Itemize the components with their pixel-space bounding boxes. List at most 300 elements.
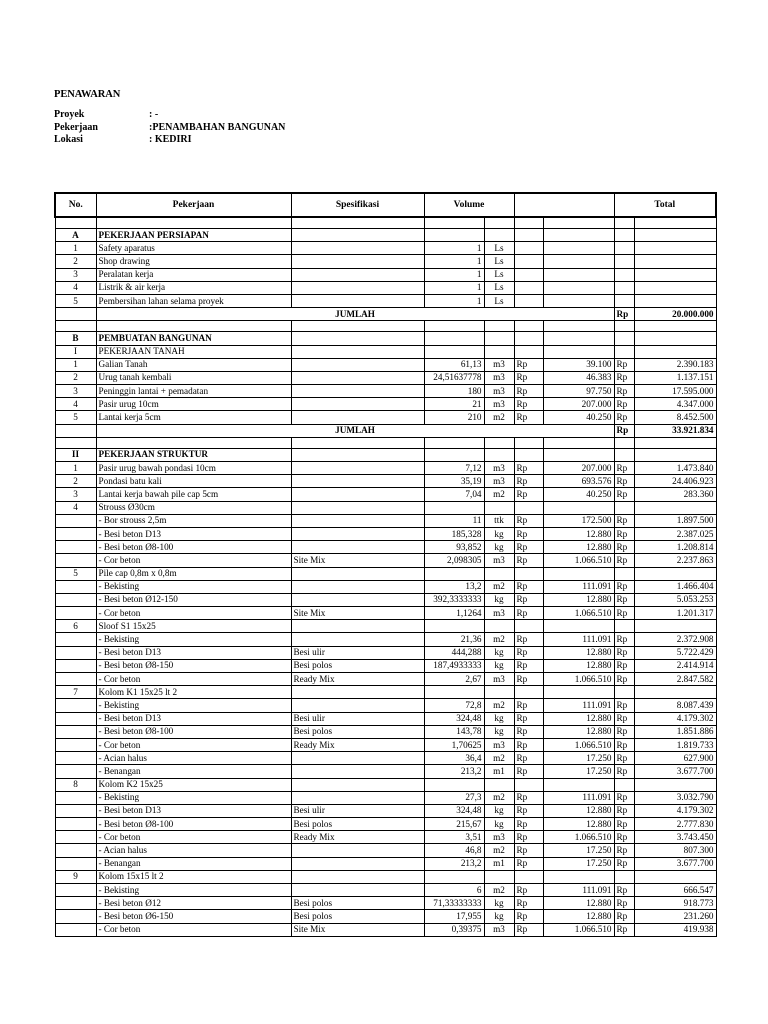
total-currency: Rp xyxy=(614,358,634,371)
table-row xyxy=(55,281,716,294)
item-unit xyxy=(484,870,514,883)
document-title: PENAWARAN xyxy=(54,89,121,100)
item-volume: 61,13 xyxy=(424,358,484,371)
item-total: 807.300 xyxy=(634,844,716,857)
total-currency: Rp xyxy=(614,765,634,778)
item-total: 2.847.582 xyxy=(634,673,716,686)
item-unit xyxy=(484,686,514,699)
total-currency xyxy=(614,255,634,268)
item-total: 283.360 xyxy=(634,488,716,501)
table-row xyxy=(55,385,716,398)
item-unit: m3 xyxy=(484,358,514,371)
item-description: - Besi beton D13 xyxy=(96,804,291,817)
item-specification xyxy=(291,686,424,699)
item-unit: m2 xyxy=(484,791,514,804)
item-specification xyxy=(291,541,424,554)
col-header-price xyxy=(514,193,614,217)
row-number xyxy=(55,791,96,804)
item-total: 1.466.404 xyxy=(634,580,716,593)
item-description: - Bekisting xyxy=(96,633,291,646)
row-number xyxy=(55,673,96,686)
row-number xyxy=(55,659,96,672)
item-description: - Besi beton Ø8-100 xyxy=(96,818,291,831)
row-number: I xyxy=(55,345,96,358)
item-specification xyxy=(291,411,424,424)
total-currency: Rp xyxy=(614,514,634,527)
row-number: 5 xyxy=(55,411,96,424)
empty-cell xyxy=(55,308,96,321)
item-total: 419.938 xyxy=(634,923,716,936)
item-volume: 1 xyxy=(424,281,484,294)
item-description: Pembersihan lahan selama proyek xyxy=(96,294,291,307)
empty-cell xyxy=(424,229,484,242)
empty-cell xyxy=(96,437,291,448)
price-currency xyxy=(514,255,543,268)
item-total: 231.260 xyxy=(634,910,716,923)
row-number xyxy=(55,844,96,857)
price-currency: Rp xyxy=(514,659,543,672)
item-volume xyxy=(424,567,484,580)
item-description: - Benangan xyxy=(96,857,291,870)
item-description: Lantai kerja bawah pile cap 5cm xyxy=(96,488,291,501)
item-unit-price: 207.000 xyxy=(543,462,614,475)
table-body xyxy=(55,217,716,936)
total-currency: Rp xyxy=(614,725,634,738)
row-number xyxy=(55,738,96,751)
col-header-volume: Volume xyxy=(424,193,514,217)
item-volume: 3,51 xyxy=(424,831,484,844)
total-currency: Rp xyxy=(614,699,634,712)
item-volume: 1 xyxy=(424,268,484,281)
item-unit-price xyxy=(543,567,614,580)
table-row xyxy=(55,831,716,844)
empty-cell xyxy=(291,437,424,448)
item-unit-price: 111.091 xyxy=(543,580,614,593)
item-unit: kg xyxy=(484,659,514,672)
total-currency: Rp xyxy=(614,541,634,554)
empty-cell xyxy=(484,332,514,345)
row-number: 2 xyxy=(55,255,96,268)
item-specification: Besi polos xyxy=(291,818,424,831)
total-currency: Rp xyxy=(614,488,634,501)
item-specification xyxy=(291,567,424,580)
item-unit-price xyxy=(543,870,614,883)
item-volume: 1 xyxy=(424,242,484,255)
price-currency: Rp xyxy=(514,398,543,411)
meta-row-pekerjaan: Pekerjaan :PENAMBAHAN BANGUNAN xyxy=(54,121,286,133)
item-description: - Bekisting xyxy=(96,580,291,593)
item-specification xyxy=(291,765,424,778)
price-currency: Rp xyxy=(514,831,543,844)
item-specification xyxy=(291,371,424,384)
item-unit: m3 xyxy=(484,385,514,398)
row-number xyxy=(55,646,96,659)
empty-cell xyxy=(484,437,514,448)
item-specification: Besi ulir xyxy=(291,712,424,725)
item-description: - Acian halus xyxy=(96,844,291,857)
item-unit-price: 40.250 xyxy=(543,488,614,501)
price-currency: Rp xyxy=(514,646,543,659)
item-volume: 11 xyxy=(424,514,484,527)
row-number xyxy=(55,897,96,910)
item-volume: 213,2 xyxy=(424,857,484,870)
table-row xyxy=(55,673,716,686)
total-currency: Rp xyxy=(614,910,634,923)
total-currency: Rp xyxy=(614,475,634,488)
item-unit: kg xyxy=(484,527,514,540)
item-unit xyxy=(484,567,514,580)
item-unit-price: 12.880 xyxy=(543,910,614,923)
item-unit: m3 xyxy=(484,607,514,620)
price-currency: Rp xyxy=(514,371,543,384)
item-total: 627.900 xyxy=(634,752,716,765)
item-specification xyxy=(291,488,424,501)
item-volume: 1,1264 xyxy=(424,607,484,620)
empty-cell xyxy=(543,321,614,332)
price-currency: Rp xyxy=(514,844,543,857)
item-unit: m2 xyxy=(484,699,514,712)
item-unit-price xyxy=(543,268,614,281)
total-currency: Rp xyxy=(614,738,634,751)
table-row xyxy=(55,633,716,646)
empty-cell xyxy=(424,437,484,448)
price-currency xyxy=(514,870,543,883)
item-specification xyxy=(291,527,424,540)
item-description: Pasir urug bawah pondasi 10cm xyxy=(96,462,291,475)
table-row xyxy=(55,910,716,923)
empty-cell xyxy=(55,437,96,448)
row-number xyxy=(55,699,96,712)
item-unit-price: 12.880 xyxy=(543,593,614,606)
price-currency: Rp xyxy=(514,607,543,620)
total-currency: Rp xyxy=(614,527,634,540)
item-unit: kg xyxy=(484,646,514,659)
table-row xyxy=(55,229,716,242)
item-volume: 444,288 xyxy=(424,646,484,659)
price-currency: Rp xyxy=(514,385,543,398)
empty-cell xyxy=(634,217,716,229)
price-currency: Rp xyxy=(514,358,543,371)
item-unit: Ls xyxy=(484,294,514,307)
row-number: 1 xyxy=(55,242,96,255)
row-number: 3 xyxy=(55,488,96,501)
item-unit: m2 xyxy=(484,752,514,765)
item-total: 4.347.000 xyxy=(634,398,716,411)
empty-cell xyxy=(614,345,634,358)
item-unit-price xyxy=(543,778,614,791)
row-number xyxy=(55,712,96,725)
table-row xyxy=(55,398,716,411)
item-unit: kg xyxy=(484,897,514,910)
item-specification xyxy=(291,462,424,475)
item-unit xyxy=(484,620,514,633)
item-specification: Besi polos xyxy=(291,659,424,672)
item-description: - Bor strouss 2,5m xyxy=(96,514,291,527)
total-currency: Rp xyxy=(614,804,634,817)
item-unit-price: 1.066.510 xyxy=(543,554,614,567)
item-unit: Ls xyxy=(484,242,514,255)
table-row xyxy=(55,242,716,255)
item-unit xyxy=(484,501,514,514)
table-row xyxy=(55,593,716,606)
row-number xyxy=(55,831,96,844)
table-row xyxy=(55,567,716,580)
item-description: - Besi beton Ø8-100 xyxy=(96,725,291,738)
item-unit: kg xyxy=(484,910,514,923)
item-volume: 187,4933333 xyxy=(424,659,484,672)
item-total: 2.777.830 xyxy=(634,818,716,831)
item-unit: Ls xyxy=(484,255,514,268)
table-row xyxy=(55,752,716,765)
row-number xyxy=(55,580,96,593)
item-unit: m2 xyxy=(484,844,514,857)
item-total: 8.087.439 xyxy=(634,699,716,712)
item-specification xyxy=(291,242,424,255)
row-number: 8 xyxy=(55,778,96,791)
item-unit-price: 1.066.510 xyxy=(543,738,614,751)
item-specification xyxy=(291,778,424,791)
item-total: 5.053.253 xyxy=(634,593,716,606)
item-description: - Besi beton D13 xyxy=(96,646,291,659)
item-volume: 7,04 xyxy=(424,488,484,501)
item-volume: 143,78 xyxy=(424,725,484,738)
row-number: B xyxy=(55,332,96,345)
item-specification: Ready Mix xyxy=(291,738,424,751)
item-unit-price: 12.880 xyxy=(543,897,614,910)
item-volume xyxy=(424,870,484,883)
item-unit: kg xyxy=(484,818,514,831)
item-unit: Ls xyxy=(484,281,514,294)
table-row xyxy=(55,308,716,321)
table-row xyxy=(55,358,716,371)
item-volume: 6 xyxy=(424,884,484,897)
item-unit-price: 17.250 xyxy=(543,765,614,778)
total-currency: Rp xyxy=(614,462,634,475)
total-currency: Rp xyxy=(614,593,634,606)
row-number: 4 xyxy=(55,501,96,514)
item-total: 1.473.840 xyxy=(634,462,716,475)
currency-label: Rp xyxy=(614,308,634,321)
item-unit: m3 xyxy=(484,462,514,475)
item-unit-price: 12.880 xyxy=(543,646,614,659)
item-unit: m3 xyxy=(484,673,514,686)
empty-cell xyxy=(55,424,96,437)
item-specification xyxy=(291,514,424,527)
item-description: - Bekisting xyxy=(96,699,291,712)
table-row xyxy=(55,699,716,712)
item-total: 2.414.914 xyxy=(634,659,716,672)
item-total xyxy=(634,281,716,294)
item-specification: Besi ulir xyxy=(291,804,424,817)
item-specification xyxy=(291,501,424,514)
item-unit-price xyxy=(543,255,614,268)
item-volume: 2,67 xyxy=(424,673,484,686)
item-specification xyxy=(291,870,424,883)
table-row xyxy=(55,686,716,699)
item-total xyxy=(634,567,716,580)
row-number: 2 xyxy=(55,371,96,384)
price-currency: Rp xyxy=(514,580,543,593)
item-description: Safety aparatus xyxy=(96,242,291,255)
price-currency: Rp xyxy=(514,593,543,606)
item-unit-price: 207.000 xyxy=(543,398,614,411)
price-currency: Rp xyxy=(514,818,543,831)
price-currency: Rp xyxy=(514,673,543,686)
row-number: 6 xyxy=(55,620,96,633)
row-number xyxy=(55,804,96,817)
item-unit-price: 1.066.510 xyxy=(543,831,614,844)
item-description: - Cor beton xyxy=(96,923,291,936)
item-total: 1.201.317 xyxy=(634,607,716,620)
item-specification: Site Mix xyxy=(291,607,424,620)
price-currency: Rp xyxy=(514,791,543,804)
item-unit: kg xyxy=(484,541,514,554)
item-specification xyxy=(291,857,424,870)
row-number xyxy=(55,910,96,923)
empty-cell xyxy=(96,321,291,332)
empty-cell xyxy=(614,437,634,448)
item-unit: m1 xyxy=(484,857,514,870)
item-description: Pile cap 0,8m x 0,8m xyxy=(96,567,291,580)
empty-cell xyxy=(543,345,614,358)
empty-cell xyxy=(614,332,634,345)
jumlah-value: 33.921.834 xyxy=(634,424,716,437)
empty-cell xyxy=(424,448,484,461)
col-header-no: No. xyxy=(55,193,96,217)
item-unit: m1 xyxy=(484,765,514,778)
total-currency: Rp xyxy=(614,818,634,831)
item-unit: kg xyxy=(484,804,514,817)
item-description: - Cor beton xyxy=(96,554,291,567)
total-currency: Rp xyxy=(614,371,634,384)
table-row xyxy=(55,923,716,936)
item-specification xyxy=(291,752,424,765)
item-unit-price: 693.576 xyxy=(543,475,614,488)
item-specification xyxy=(291,281,424,294)
item-volume: 1 xyxy=(424,255,484,268)
price-currency xyxy=(514,620,543,633)
total-currency: Rp xyxy=(614,857,634,870)
empty-cell xyxy=(424,332,484,345)
currency-label: Rp xyxy=(614,424,634,437)
item-total: 2.237.863 xyxy=(634,554,716,567)
item-volume: 1 xyxy=(424,294,484,307)
price-currency: Rp xyxy=(514,699,543,712)
total-currency xyxy=(614,870,634,883)
item-specification: Site Mix xyxy=(291,923,424,936)
table-row xyxy=(55,437,716,448)
item-specification xyxy=(291,884,424,897)
table-row xyxy=(55,411,716,424)
price-currency: Rp xyxy=(514,804,543,817)
total-currency xyxy=(614,242,634,255)
section-title: PEKERJAAN STRUKTUR xyxy=(96,448,291,461)
item-total: 4.179.302 xyxy=(634,712,716,725)
total-currency xyxy=(614,268,634,281)
empty-cell xyxy=(514,229,543,242)
item-description: Peninggin lantai + pemadatan xyxy=(96,385,291,398)
item-volume: 35,19 xyxy=(424,475,484,488)
item-volume: 72,8 xyxy=(424,699,484,712)
item-description: - Besi beton Ø6-150 xyxy=(96,910,291,923)
item-volume: 93,852 xyxy=(424,541,484,554)
table-row xyxy=(55,738,716,751)
item-total: 1.819.733 xyxy=(634,738,716,751)
item-unit-price: 111.091 xyxy=(543,884,614,897)
item-description: Galian Tanah xyxy=(96,358,291,371)
item-unit-price: 97.750 xyxy=(543,385,614,398)
item-total: 2.390.183 xyxy=(634,358,716,371)
empty-cell xyxy=(514,448,543,461)
item-specification xyxy=(291,475,424,488)
item-volume: 324,48 xyxy=(424,712,484,725)
item-unit-price xyxy=(543,620,614,633)
item-specification: Site Mix xyxy=(291,554,424,567)
empty-cell xyxy=(514,332,543,345)
item-unit-price xyxy=(543,501,614,514)
row-number: 1 xyxy=(55,358,96,371)
item-volume: 21,36 xyxy=(424,633,484,646)
item-volume: 215,67 xyxy=(424,818,484,831)
item-volume: 27,3 xyxy=(424,791,484,804)
item-specification: Besi ulir xyxy=(291,646,424,659)
total-currency: Rp xyxy=(614,884,634,897)
row-number xyxy=(55,752,96,765)
price-currency xyxy=(514,567,543,580)
item-total xyxy=(634,242,716,255)
item-total xyxy=(634,686,716,699)
item-total: 3.032.790 xyxy=(634,791,716,804)
row-number xyxy=(55,923,96,936)
empty-cell xyxy=(543,217,614,229)
empty-cell xyxy=(543,332,614,345)
table-row xyxy=(55,804,716,817)
table-row xyxy=(55,514,716,527)
table-row xyxy=(55,255,716,268)
item-specification: Besi polos xyxy=(291,897,424,910)
table-row xyxy=(55,712,716,725)
jumlah-value: 20.000.000 xyxy=(634,308,716,321)
total-currency: Rp xyxy=(614,646,634,659)
item-volume: 7,12 xyxy=(424,462,484,475)
row-number xyxy=(55,818,96,831)
item-specification xyxy=(291,699,424,712)
row-number xyxy=(55,765,96,778)
item-total: 3.743.450 xyxy=(634,831,716,844)
item-description: - Besi beton D13 xyxy=(96,712,291,725)
item-volume: 392,3333333 xyxy=(424,593,484,606)
price-currency xyxy=(514,268,543,281)
item-unit: kg xyxy=(484,725,514,738)
row-number: 3 xyxy=(55,385,96,398)
table-row xyxy=(55,791,716,804)
empty-cell xyxy=(514,321,543,332)
empty-cell xyxy=(634,321,716,332)
price-currency: Rp xyxy=(514,541,543,554)
item-specification xyxy=(291,580,424,593)
table-row xyxy=(55,448,716,461)
total-currency xyxy=(614,281,634,294)
empty-cell xyxy=(634,437,716,448)
table-row xyxy=(55,554,716,567)
item-specification xyxy=(291,593,424,606)
price-currency xyxy=(514,778,543,791)
item-total xyxy=(634,501,716,514)
item-total: 2.372.908 xyxy=(634,633,716,646)
item-unit-price: 12.880 xyxy=(543,725,614,738)
item-total: 2.387.025 xyxy=(634,527,716,540)
item-specification: Besi polos xyxy=(291,725,424,738)
